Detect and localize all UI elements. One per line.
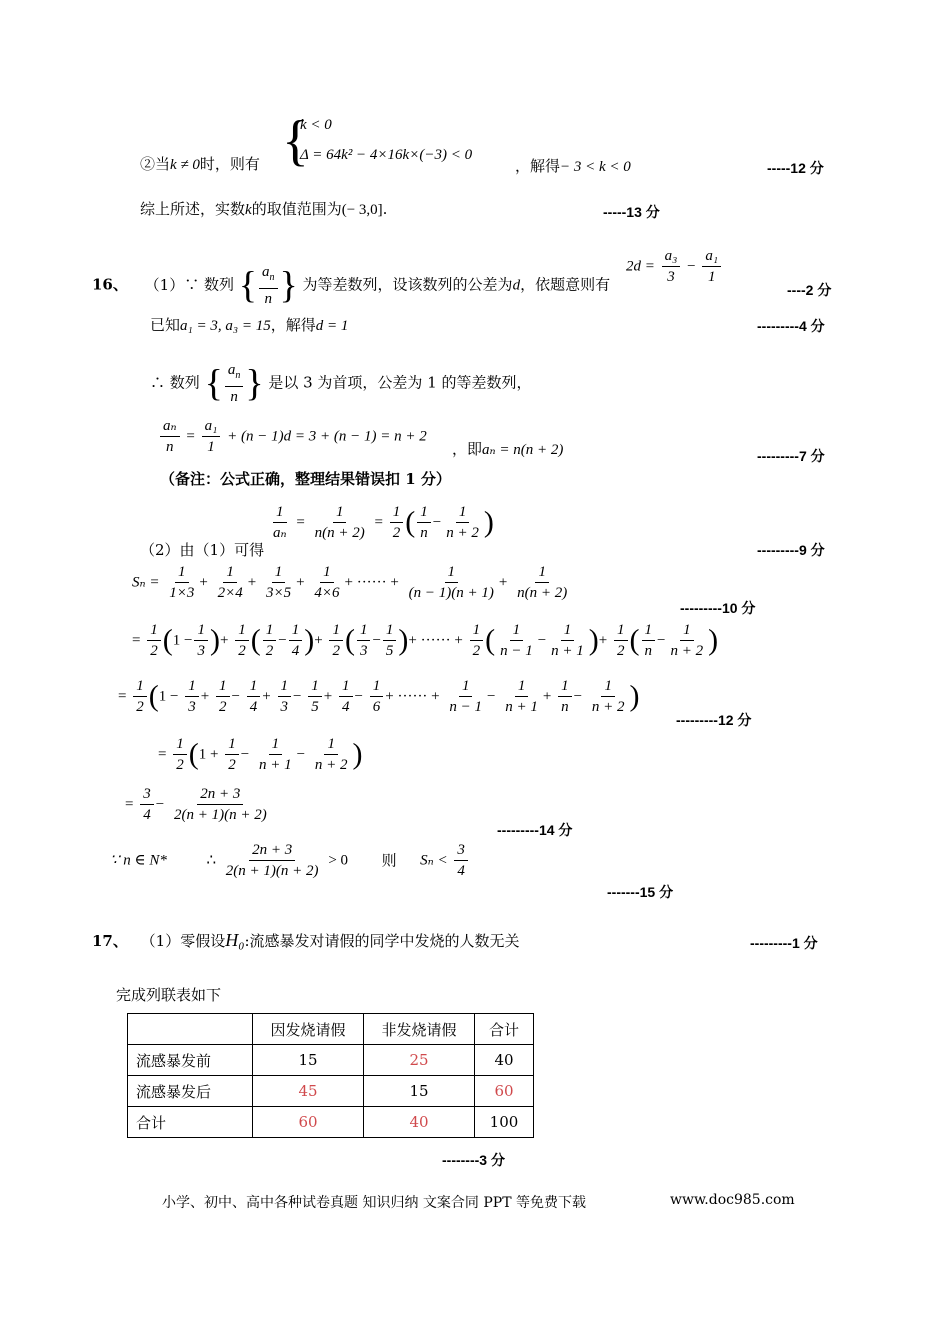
table-cell-filled: 60: [475, 1076, 534, 1107]
contingency-table: [127, 1013, 534, 1138]
score-15: -------15 分: [607, 884, 674, 900]
case2-prefix: ②当: [140, 155, 171, 173]
table-cell-filled: 40: [364, 1107, 475, 1138]
eq-2d: 2d = $\frac{\text{a₃}}{3}$ − $\frac{\text{a₁}}{1}$: [626, 246, 723, 287]
p17-line1: 17、 （1）零假设H₀:流感暴发对请假的同学中发烧的人数无关: [92, 930, 520, 950]
p16-line1: 16、 （1）∵ 数列 { $\frac{a_n}{n}$ } 为等差数列，设该数列的公差为d，依题意则有: [92, 264, 611, 307]
concl-var: k: [245, 202, 252, 218]
an-result-line: ，即aₙ = n(n + 2): [452, 440, 564, 458]
table-cell-filled: 25: [364, 1045, 475, 1076]
p17-num: 17、: [92, 932, 128, 950]
seq-fraction: $\frac{a_n}{n}$: [259, 262, 278, 309]
score-4: ---------4 分: [757, 318, 825, 334]
d-symbol: d: [512, 277, 521, 294]
score-13: -----13 分: [603, 204, 660, 220]
table-cell-filled: 60: [253, 1107, 364, 1138]
score-14: ---------14 分: [497, 822, 573, 838]
table-cell: 合计: [128, 1107, 253, 1138]
table-cell-filled: 45: [253, 1076, 364, 1107]
score-12-p16: ---------12 分: [676, 712, 752, 728]
score-1: ---------1 分: [750, 935, 818, 951]
conclusion-line: 综上所述，实数k的取值范围为(− 3,0].: [140, 200, 388, 218]
table-header-row: [128, 1014, 534, 1045]
sum-line-3: = $\frac{1}{2}$ (1 − $\frac{1}{3}$ + $\frac{1}{2}$ − $\frac{1}{4}$ + $\frac{1}{3}$ − $\frac{1}{5}$ + $\frac{1}{4}$ − $\frac{1}{6}$ + ······ + $\frac{1}{n - 1}$ − $\frac{1}{n + 1}$ + $\frac{1}{n}$ − $\frac{1}{n + 2}$ ): [118, 678, 640, 715]
note: （备注：公式正确，整理结果错误扣 1 分）: [160, 470, 451, 488]
p16-num: 16、: [92, 275, 128, 294]
table-cell: 40: [475, 1045, 534, 1076]
d-result: d = 1: [315, 318, 349, 334]
score-2: ----2 分: [787, 282, 832, 298]
formula-line: $\frac{\text{aₙ}}{n}$ = $\frac{\text{a₁}}{1}$ + (n − 1)d = 3 + (n − 1) = n + 2: [158, 416, 427, 457]
score-3: --------3 分: [442, 1152, 505, 1168]
table-cell: 15: [253, 1045, 364, 1076]
table-cell: 100: [475, 1107, 534, 1138]
score-12-p15: -----12 分: [767, 160, 824, 176]
table-header: 合计: [475, 1014, 534, 1045]
part2-label: （2）由（1）可得: [140, 541, 265, 559]
table-header: [128, 1014, 253, 1045]
final-line: ∵ n ∈ N* ∴ $\frac{2n + 3}{2(n + 1)(n + 2)}$ > 0 则 Sₙ < $\frac{3}{4}$: [110, 840, 470, 881]
table-row: [128, 1045, 534, 1076]
case2-solve: ，解得− 3 < k < 0: [515, 157, 631, 175]
table-cell: 15: [364, 1076, 475, 1107]
score-10: ---------10 分: [680, 600, 756, 616]
concl-range: (− 3,0]: [341, 202, 383, 218]
footer-text: 小学、初中、高中各种试卷真题 知识归纳 文案合同 PPT 等免费下载: [162, 1195, 586, 1211]
table-cell: 流感暴发后: [128, 1076, 253, 1107]
case2-cond: k ≠ 0: [170, 157, 200, 173]
part2-reciprocal: $\frac{1}{\text{aₙ}}$ = $\frac{1}{n(n + 2)}$ = $\frac{1}{2}$ ( $\frac{1}{n}$ − $\frac{1}{n + 2}$ ): [273, 504, 494, 541]
known-eq: a₁ = 3, a₃ = 15: [180, 318, 271, 334]
score-7: ---------7 分: [757, 448, 825, 464]
table-header: 因发烧请假: [253, 1014, 364, 1045]
table-cell: 流感暴发前: [128, 1045, 253, 1076]
case2-result: − 3 < k < 0: [560, 159, 631, 175]
case2-line: [140, 153, 260, 174]
table-header: 非发烧请假: [364, 1014, 475, 1045]
system-line-1: k < 0: [300, 117, 332, 133]
therefore-line: ∴ 数列 { $\frac{a_n}{n}$ } 是以 3 为首项，公差为 1 的等差数列，: [150, 362, 532, 405]
score-9: ---------9 分: [757, 542, 825, 558]
system-brace: {: [282, 110, 309, 172]
sum-line-4: = $\frac{1}{2}$ (1 + $\frac{1}{2}$ − $\frac{1}{n + 1}$ − $\frac{1}{n + 2}$ ): [158, 736, 363, 773]
table-intro: 完成列联表如下: [116, 986, 222, 1004]
system-line-2: Δ = 64k² − 4×16k×(−3) < 0: [300, 147, 473, 163]
sum-line-2: = $\frac{1}{2}$ (1 − $\frac{1}{3}$ )+ $\frac{1}{2}$ ( $\frac{1}{2}$ − $\frac{1}{4}$ )+ $\frac{1}{2}$ ( $\frac{1}{3}$ − $\frac{1}{5}$ )+ ······ + $\frac{1}{2}$ ( $\frac{1}{n - 1}$ − $\frac{1}{n + 1}$ )+ $\frac{1}{2}$ ( $\frac{1}{n}$ − $\frac{1}{n + 2}$ ): [132, 622, 719, 659]
sum-line-1: Sₙ = $\frac{1}{1\times 3}$ + $\frac{1}{2\times 4}$ + $\frac{1}{3\times 5}$ + $\frac{1}{4\times 6}$ + ······ + $\frac{1}{(n - 1)(n + 1)}$ + $\frac{1}{n(n + 2)}$: [132, 564, 568, 601]
h0-symbol: H₀: [225, 930, 245, 950]
case2-then: 时，则有: [199, 155, 260, 173]
sum-line-5: = $\frac{3}{4}$ − $\frac{2n + 3}{2(n + 1)(n + 2)}$: [125, 786, 267, 823]
known-line: 已知a₁ = 3, a₃ = 15，解得d = 1: [150, 316, 349, 334]
table-row: [128, 1107, 534, 1138]
footer-url[interactable]: www.doc985.com: [670, 1192, 795, 1208]
table-row: [128, 1076, 534, 1107]
